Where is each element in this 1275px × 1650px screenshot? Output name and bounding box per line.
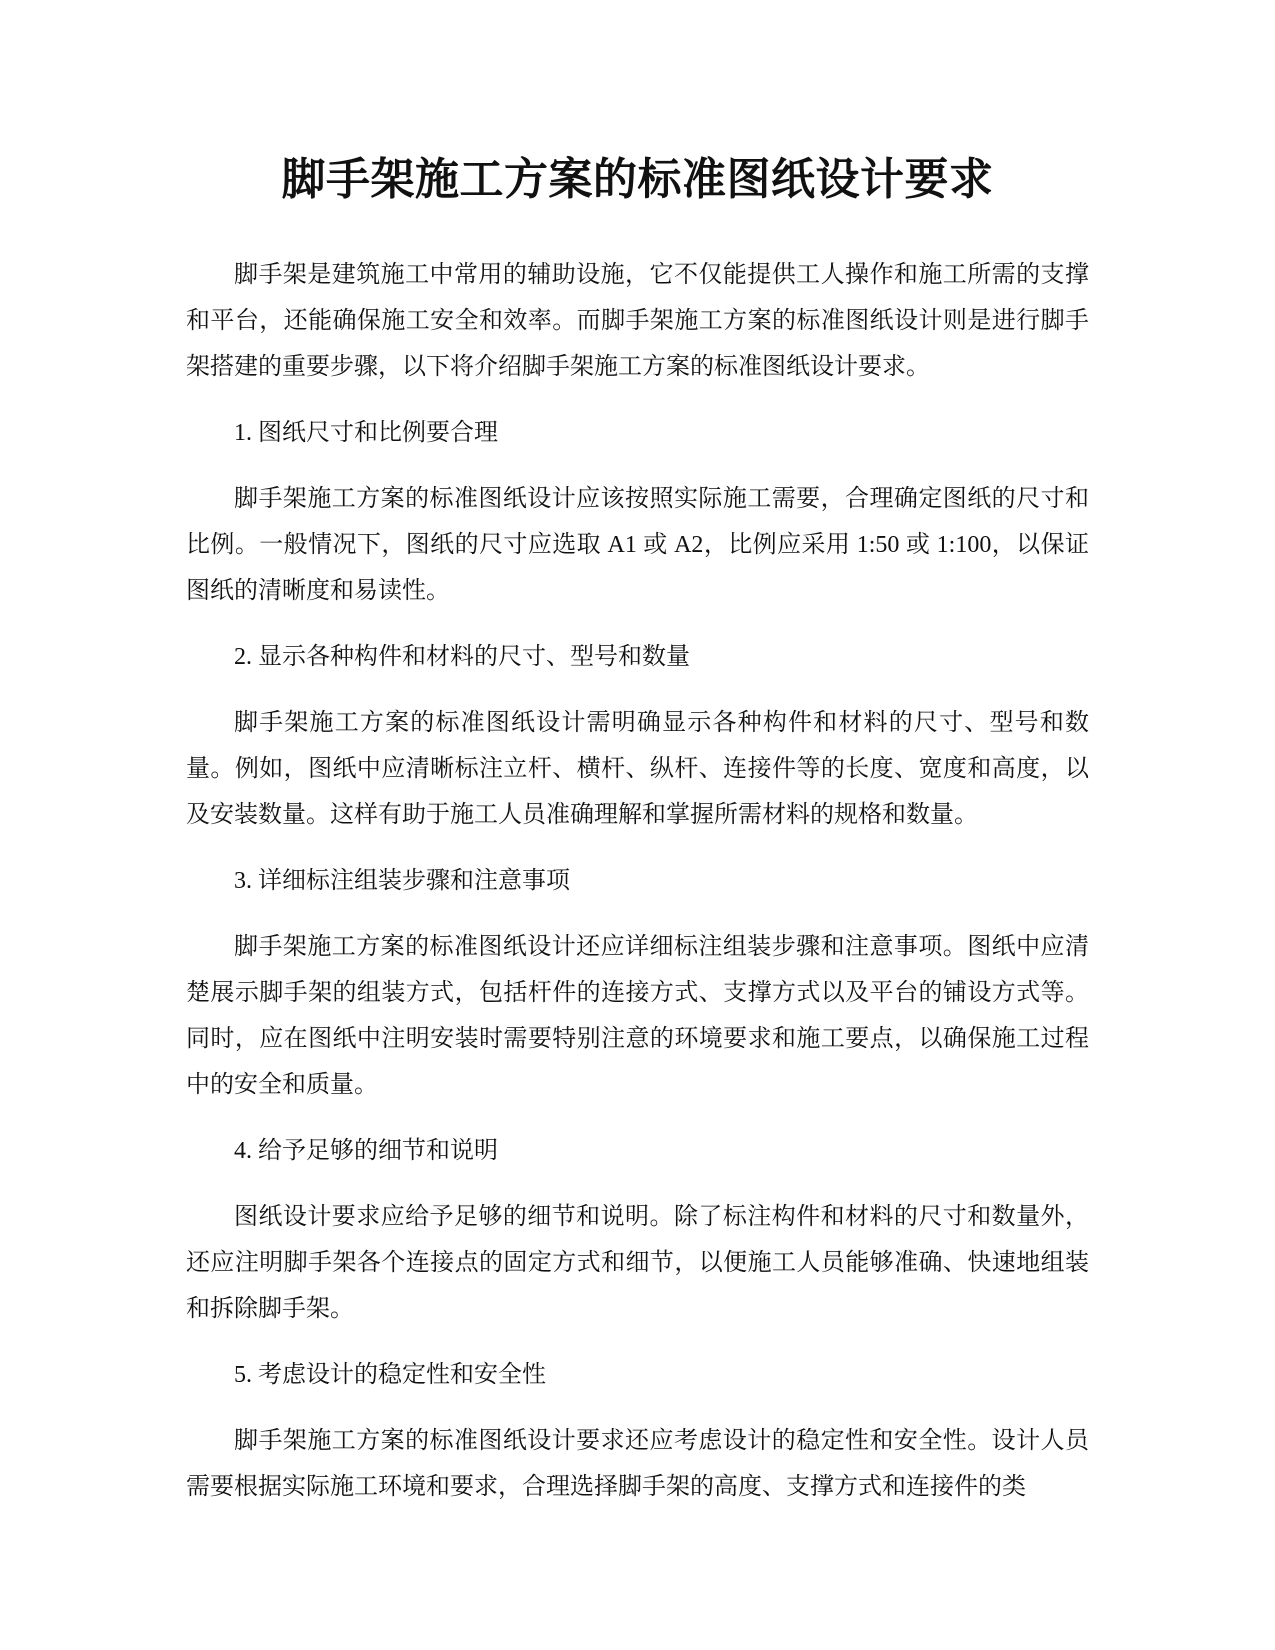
document-title: 脚手架施工方案的标准图纸设计要求 xyxy=(281,155,994,204)
document-content xyxy=(186,148,1089,1530)
section-1-heading: 1. 图纸尺寸和比例要合理 xyxy=(234,420,498,446)
section-2-body: 脚手架施工方案的标准图纸设计需明确显示各种构件和材料的尺寸、型号和数量。例如，图纸中应清晰标注立杆、横杆、纵杆、连接件等的长度、宽度和高度，以及安装数量。这样有助于施工人员准确理解和掌握所需材料的规格和数量。 xyxy=(186,710,1089,828)
section-1-body: 脚手架施工方案的标准图纸设计应该按照实际施工需要，合理确定图纸的尺寸和比例。一般情况下，图纸的尺寸应选取 A1 或 A2，比例应采用 1:50 或 1:100，以保证图纸的清晰度和易读性。 xyxy=(186,486,1089,604)
intro-paragraph: 脚手架是建筑施工中常用的辅助设施，它不仅能提供工人操作和施工所需的支撑和平台，还能确保施工安全和效率。而脚手架施工方案的标准图纸设计则是进行脚手架搭建的重要步骤，以下将介绍脚手架施工方案的标准图纸设计要求。 xyxy=(186,262,1089,380)
section-4-heading: 4. 给予足够的细节和说明 xyxy=(234,1138,498,1164)
section-4-body: 图纸设计要求应给予足够的细节和说明。除了标注构件和材料的尺寸和数量外，还应注明脚手架各个连接点的固定方式和细节，以便施工人员能够准确、快速地组装和拆除脚手架。 xyxy=(186,1204,1089,1322)
section-2-heading: 2. 显示各种构件和材料的尺寸、型号和数量 xyxy=(234,644,690,670)
section-3-body: 脚手架施工方案的标准图纸设计还应详细标注组装步骤和注意事项。图纸中应清楚展示脚手架的组装方式，包括杆件的连接方式、支撑方式以及平台的铺设方式等。同时，应在图纸中注明安装时需要特别注意的环境要求和施工要点，以确保施工过程中的安全和质量。 xyxy=(186,934,1089,1098)
section-5-body: 脚手架施工方案的标准图纸设计要求还应考虑设计的稳定性和安全性。设计人员需要根据实际施工环境和要求，合理选择脚手架的高度、支撑方式和连接件的类 xyxy=(186,1428,1089,1500)
section-5-heading: 5. 考虑设计的稳定性和安全性 xyxy=(234,1362,546,1388)
section-3-heading: 3. 详细标注组装步骤和注意事项 xyxy=(234,868,570,894)
